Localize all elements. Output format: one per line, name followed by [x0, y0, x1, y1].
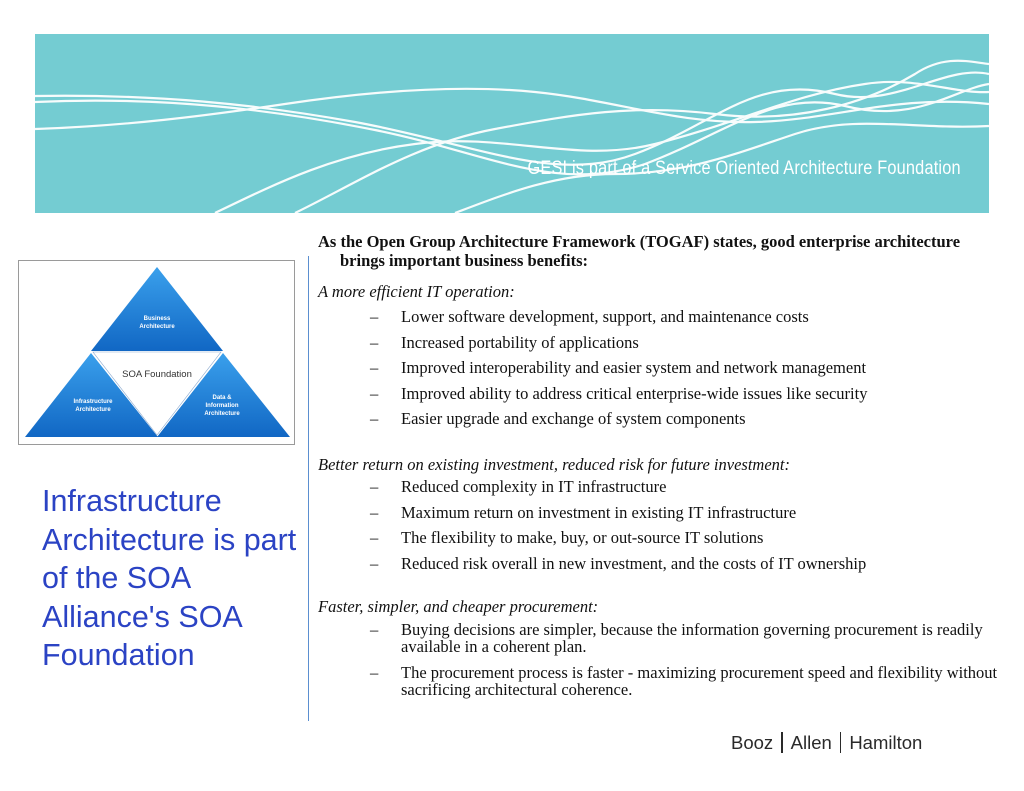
- dash-bullet: –: [370, 383, 379, 403]
- soa-foundation-label: SOA Foundation: [122, 369, 192, 380]
- business-label-line2: Architecture: [139, 324, 175, 330]
- header-banner: [35, 34, 989, 213]
- list-item-text: Increased portability of applications: [401, 332, 639, 352]
- booz-allen-hamilton-logo: [731, 732, 922, 754]
- business-label-line1: Business: [143, 316, 171, 322]
- list-item: [318, 621, 1008, 656]
- list-item-text: The flexibility to make, buy, or out-source IT solutions: [401, 528, 764, 547]
- list-item: [318, 384, 1008, 403]
- list-item: [318, 664, 1008, 699]
- intro-text: As the Open Group Architecture Framework (TOGAF) states, good enterprise architecture brings important business benefits:: [318, 232, 961, 270]
- list-item-text: Maximum return on investment in existing IT infrastructure: [401, 502, 797, 522]
- logo-word-booz: Booz: [731, 732, 774, 753]
- bullet-list: [318, 621, 1008, 699]
- logo-separator: [781, 732, 783, 753]
- section-heading: Faster, simpler, and cheaper procurement:: [318, 596, 599, 616]
- list-item: [318, 333, 1008, 352]
- dash-bullet: –: [370, 307, 379, 326]
- list-item-text: Lower software development, support, and maintenance costs: [401, 307, 809, 326]
- infrastructure-label-line2: Architecture: [75, 407, 111, 413]
- wave-lines-decoration: [35, 34, 989, 213]
- list-item: [318, 477, 1008, 496]
- list-item: [318, 409, 1008, 428]
- dash-bullet: –: [370, 502, 379, 522]
- logo-separator: [840, 732, 842, 753]
- list-item-text: The procurement process is faster - maximizing procurement speed and flexibility without sacrificing architectural coherence.: [401, 662, 998, 699]
- dash-bullet: –: [370, 619, 379, 639]
- data-label-line3: Architecture: [204, 411, 240, 417]
- section-heading: Better return on existing investment, reduced risk for future investment:: [318, 455, 790, 474]
- list-item: [318, 554, 1008, 573]
- list-item-text: Reduced risk overall in new investment, and the costs of IT ownership: [401, 553, 867, 573]
- list-item: [318, 307, 1008, 326]
- list-item: [318, 358, 1008, 377]
- list-item-text: Improved interoperability and easier system and network management: [401, 358, 867, 377]
- list-item-text: Improved ability to address critical enterprise-wide issues like security: [401, 383, 868, 403]
- diagram-caption: Infrastructure Architecture is part of the SOA Alliance's SOA Foundation: [42, 484, 297, 672]
- dash-bullet: –: [370, 409, 379, 428]
- data-label-line1: Data &: [212, 395, 232, 401]
- list-item: [318, 503, 1008, 522]
- benefits-content: [318, 232, 1008, 699]
- vertical-divider: [308, 256, 309, 721]
- dash-bullet: –: [370, 662, 379, 682]
- list-item: [318, 528, 1008, 547]
- dash-bullet: –: [370, 332, 379, 352]
- section-heading: A more efficient IT operation:: [318, 282, 515, 301]
- bullet-list: [318, 477, 1008, 573]
- logo-word-allen: Allen: [790, 732, 832, 753]
- list-item-text: Reduced complexity in IT infrastructure: [401, 477, 667, 496]
- business-architecture-triangle: [91, 267, 223, 351]
- list-item-text: Buying decisions are simpler, because the information governing procurement is readily available in a coherent plan.: [401, 619, 983, 656]
- data-label-line2: Information: [205, 403, 239, 409]
- dash-bullet: –: [370, 358, 379, 377]
- list-item-text: Easier upgrade and exchange of system components: [401, 409, 746, 428]
- dash-bullet: –: [370, 528, 379, 547]
- infrastructure-label-line1: Infrastructure: [73, 399, 113, 405]
- soa-foundation-diagram: [18, 260, 295, 445]
- logo-word-hamilton: Hamilton: [849, 732, 923, 753]
- dash-bullet: –: [370, 553, 379, 573]
- banner-title: GESI is part of a Service Oriented Architecture Foundation: [527, 158, 961, 179]
- bullet-list: [318, 307, 1008, 428]
- dash-bullet: –: [370, 477, 379, 496]
